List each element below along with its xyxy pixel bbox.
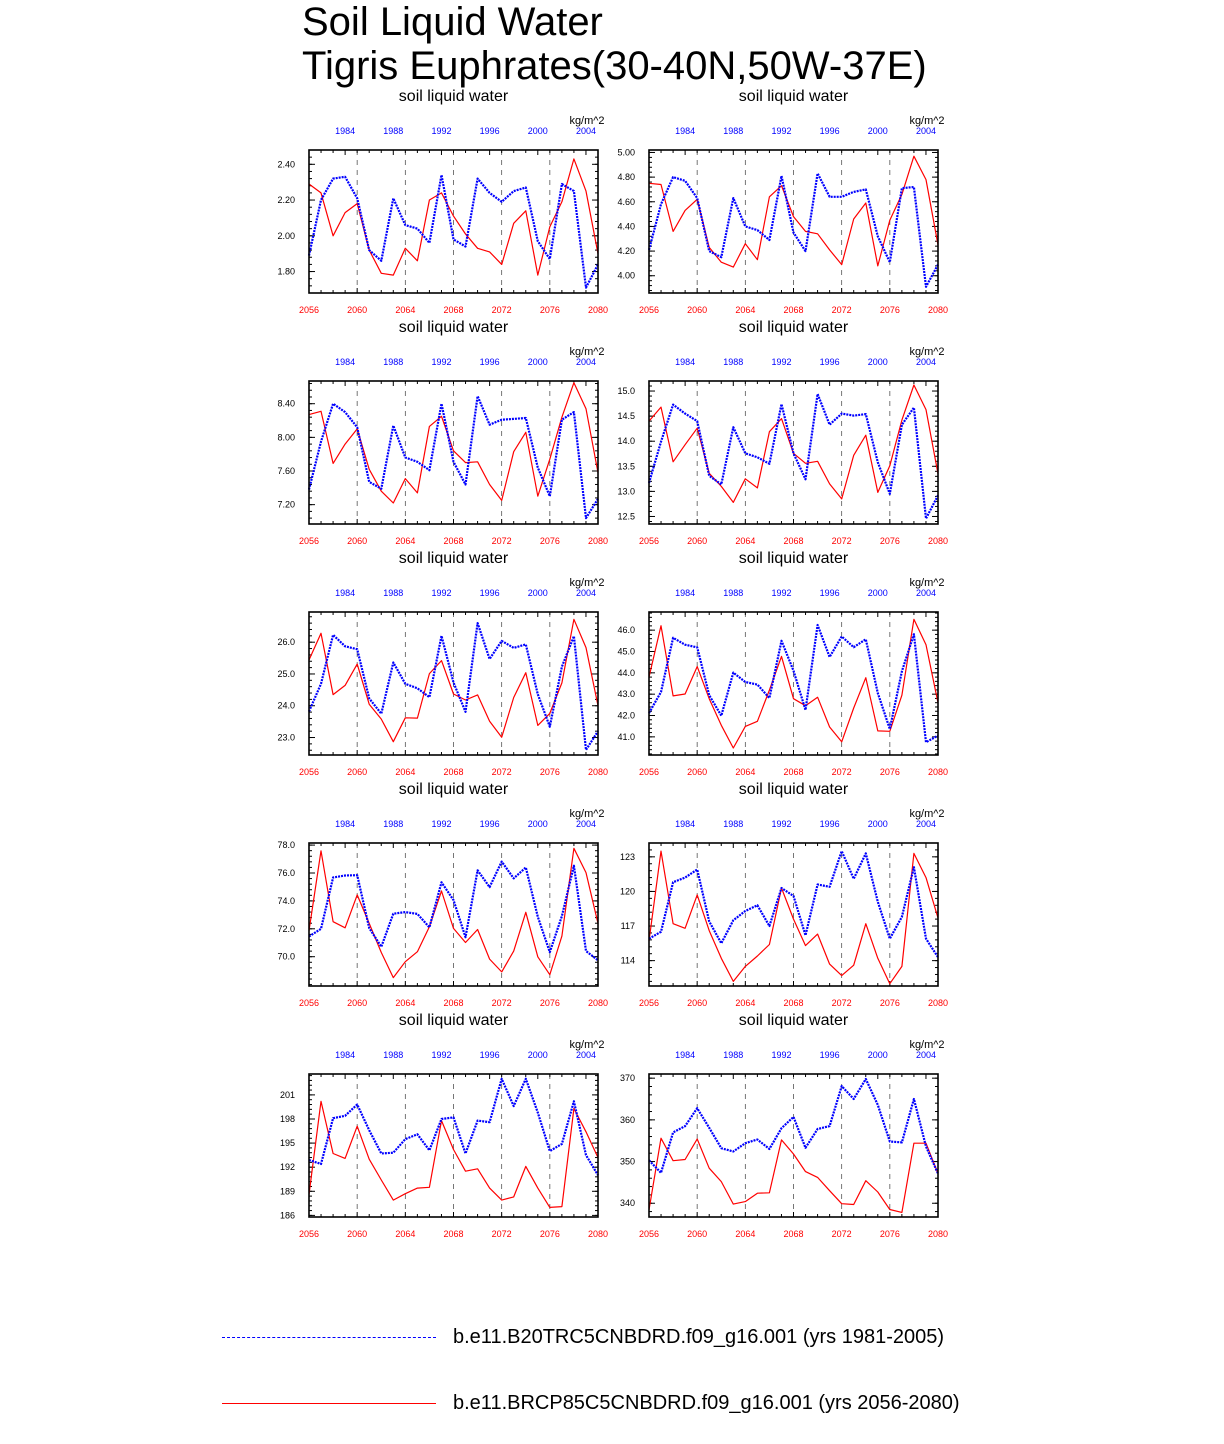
x-tick-label: 2064	[395, 998, 416, 1008]
x-tick-label: 2064	[735, 998, 756, 1008]
panel-title: soil liquid water	[738, 88, 849, 105]
x-tick-label: 2060	[687, 305, 708, 315]
x-tick-label: 2076	[879, 1229, 900, 1239]
x-tick-label: 2080	[587, 305, 609, 315]
x-tick-label: 2068	[783, 998, 804, 1008]
x-tick-label: 2068	[443, 767, 464, 777]
x-top-tick-label: 2004	[575, 357, 596, 367]
y-tick-label: 74.0	[277, 895, 295, 906]
y-tick-label: 117	[620, 921, 635, 932]
x-tick-label: 2064	[395, 1229, 416, 1239]
x-tick-label: 2068	[783, 305, 804, 315]
x-tick-label: 2060	[347, 767, 368, 777]
x-top-tick-label: 1992	[771, 126, 792, 136]
y-tick-label: 186	[279, 1210, 295, 1221]
x-top-tick-label: 1984	[335, 126, 356, 136]
panel-7	[277, 781, 608, 1008]
x-top-tick-label: 2004	[575, 588, 596, 598]
y-tick-label: 123	[619, 851, 635, 862]
x-top-tick-label: 2000	[527, 819, 548, 829]
y-tick-label: 46.0	[617, 625, 635, 636]
x-tick-label: 2064	[735, 305, 756, 315]
y-tick-label: 15.0	[617, 386, 635, 397]
x-top-tick-label: 1984	[335, 819, 356, 829]
x-top-tick-label: 1996	[479, 1050, 500, 1060]
y-tick-label: 44.0	[617, 667, 635, 678]
x-tick-label: 2076	[539, 536, 560, 546]
y-tick-label: 42.0	[617, 710, 635, 721]
panel-units: kg/m^2	[569, 346, 605, 358]
x-tick-label: 2076	[539, 305, 560, 315]
x-tick-label: 2076	[539, 998, 560, 1008]
x-tick-label: 2080	[927, 305, 949, 315]
y-tick-label: 13.0	[617, 486, 635, 497]
y-tick-label: 12.5	[617, 511, 635, 522]
y-tick-label: 14.0	[617, 436, 635, 447]
x-tick-label: 2060	[687, 1229, 708, 1239]
y-tick-label: 4.20	[617, 246, 635, 257]
x-top-tick-label: 2000	[527, 126, 548, 136]
x-top-tick-label: 1992	[771, 357, 792, 367]
panel-4	[617, 319, 948, 546]
y-tick-label: 120	[619, 886, 635, 897]
x-top-tick-label: 2004	[575, 1050, 596, 1060]
x-top-tick-label: 1992	[431, 357, 452, 367]
legend-line-historical	[222, 1337, 436, 1338]
y-tick-label: 114	[620, 955, 635, 966]
x-tick-label: 2064	[395, 305, 416, 315]
x-top-tick-label: 2004	[915, 357, 936, 367]
panel-3	[277, 319, 608, 546]
panel-2	[617, 88, 948, 315]
x-tick-label: 2072	[491, 998, 512, 1008]
x-top-tick-label: 1996	[479, 588, 500, 598]
x-top-tick-label: 1988	[383, 588, 404, 598]
x-tick-label: 2076	[879, 536, 900, 546]
x-top-tick-label: 2004	[915, 1050, 936, 1060]
x-top-tick-label: 1992	[771, 819, 792, 829]
legend-label-future: b.e11.BRCP85C5CNBDRD.f09_g16.001 (yrs 2056-2080)	[453, 1392, 960, 1414]
x-tick-label: 2068	[443, 998, 464, 1008]
x-tick-label: 2072	[831, 998, 852, 1008]
y-tick-label: 192	[279, 1162, 295, 1173]
x-top-tick-label: 1984	[675, 819, 696, 829]
x-top-tick-label: 1988	[723, 357, 744, 367]
y-tick-label: 195	[279, 1138, 295, 1149]
y-tick-label: 41.0	[617, 731, 635, 742]
panel-title: soil liquid water	[398, 550, 509, 567]
panel-8	[620, 781, 948, 1008]
legend-label-historical: b.e11.B20TRC5CNBDRD.f09_g16.001 (yrs 1981-2005)	[453, 1326, 945, 1348]
x-tick-label: 2064	[395, 767, 416, 777]
x-top-tick-label: 1988	[383, 126, 404, 136]
y-tick-label: 370	[619, 1073, 635, 1084]
x-top-tick-label: 2000	[867, 126, 888, 136]
y-tick-label: 70.0	[277, 951, 295, 962]
x-top-tick-label: 1984	[335, 588, 356, 598]
y-tick-label: 26.0	[277, 637, 295, 648]
x-tick-label: 2072	[831, 536, 852, 546]
x-top-tick-label: 1984	[335, 1050, 356, 1060]
x-top-tick-label: 1988	[723, 126, 744, 136]
x-top-tick-label: 1984	[335, 357, 356, 367]
y-tick-label: 25.0	[277, 668, 295, 679]
y-tick-label: 340	[619, 1198, 635, 1209]
x-tick-label: 2064	[395, 536, 416, 546]
x-tick-label: 2072	[491, 536, 512, 546]
y-tick-label: 1.80	[277, 266, 295, 277]
y-tick-label: 43.0	[617, 689, 635, 700]
x-tick-label: 2076	[879, 998, 900, 1008]
panel-units: kg/m^2	[569, 808, 605, 820]
x-tick-label: 2080	[927, 1229, 949, 1239]
y-tick-label: 4.80	[617, 172, 635, 183]
panel-10	[620, 1012, 948, 1239]
y-tick-label: 189	[279, 1186, 295, 1197]
x-top-tick-label: 1992	[431, 1050, 452, 1060]
panel-title: soil liquid water	[398, 781, 509, 798]
x-top-tick-label: 1996	[819, 588, 840, 598]
x-tick-label: 2072	[491, 305, 512, 315]
y-tick-label: 14.5	[617, 411, 635, 422]
x-top-tick-label: 1992	[771, 588, 792, 598]
x-tick-label: 2072	[831, 1229, 852, 1239]
x-top-tick-label: 1996	[819, 126, 840, 136]
x-tick-label: 2080	[587, 1229, 609, 1239]
x-tick-label: 2072	[491, 767, 512, 777]
y-tick-label: 2.00	[277, 230, 295, 241]
x-top-tick-label: 1984	[675, 357, 696, 367]
x-top-tick-label: 2000	[527, 357, 548, 367]
y-tick-label: 2.20	[277, 195, 295, 206]
x-tick-label: 2072	[491, 1229, 512, 1239]
panel-units: kg/m^2	[909, 346, 945, 358]
x-tick-label: 2080	[927, 998, 949, 1008]
x-tick-label: 2056	[638, 767, 660, 777]
panel-units: kg/m^2	[909, 577, 945, 589]
y-tick-label: 360	[619, 1114, 635, 1125]
x-tick-label: 2068	[783, 536, 804, 546]
y-tick-label: 2.40	[277, 159, 295, 170]
x-top-tick-label: 1988	[383, 819, 404, 829]
panel-title: soil liquid water	[738, 1012, 849, 1029]
panel-1	[277, 88, 608, 315]
y-tick-label: 7.60	[277, 466, 295, 477]
x-tick-label: 2080	[587, 767, 609, 777]
x-top-tick-label: 2000	[867, 357, 888, 367]
y-tick-label: 23.0	[277, 732, 295, 743]
panel-5	[277, 550, 608, 777]
y-tick-label: 198	[279, 1113, 295, 1124]
chart-title-line-2: Tigris Euphrates(30-40N,50W-37E)	[302, 44, 927, 88]
panel-units: kg/m^2	[569, 1039, 605, 1051]
panel-6	[617, 550, 948, 777]
x-top-tick-label: 1996	[479, 126, 500, 136]
x-tick-label: 2056	[638, 536, 660, 546]
x-top-tick-label: 2004	[575, 819, 596, 829]
y-tick-label: 201	[279, 1089, 295, 1100]
x-tick-label: 2068	[783, 767, 804, 777]
x-top-tick-label: 2004	[915, 126, 936, 136]
y-tick-label: 4.60	[617, 196, 635, 207]
x-top-tick-label: 2000	[527, 588, 548, 598]
x-tick-label: 2080	[927, 536, 949, 546]
panel-title: soil liquid water	[398, 1012, 509, 1029]
y-tick-label: 24.0	[277, 700, 295, 711]
y-tick-label: 4.00	[617, 270, 635, 281]
x-tick-label: 2060	[347, 998, 368, 1008]
x-tick-label: 2056	[638, 998, 660, 1008]
panel-units: kg/m^2	[569, 577, 605, 589]
x-tick-label: 2060	[687, 767, 708, 777]
panel-units: kg/m^2	[909, 808, 945, 820]
x-tick-label: 2060	[347, 536, 368, 546]
y-tick-label: 8.00	[277, 432, 295, 443]
x-top-tick-label: 1988	[383, 1050, 404, 1060]
x-tick-label: 2072	[831, 305, 852, 315]
panel-title: soil liquid water	[738, 319, 849, 336]
x-top-tick-label: 2004	[915, 819, 936, 829]
y-tick-label: 72.0	[277, 923, 295, 934]
x-tick-label: 2056	[298, 767, 320, 777]
x-top-tick-label: 1988	[723, 1050, 744, 1060]
y-tick-label: 76.0	[277, 867, 295, 878]
panel-title: soil liquid water	[738, 550, 849, 567]
panel-title: soil liquid water	[738, 781, 849, 798]
x-top-tick-label: 1992	[771, 1050, 792, 1060]
x-top-tick-label: 2000	[527, 1050, 548, 1060]
x-tick-label: 2064	[735, 536, 756, 546]
x-tick-label: 2056	[638, 305, 660, 315]
y-tick-label: 78.0	[277, 840, 295, 851]
x-tick-label: 2068	[443, 1229, 464, 1239]
x-tick-label: 2076	[879, 767, 900, 777]
x-top-tick-label: 1992	[431, 588, 452, 598]
y-tick-label: 350	[619, 1156, 635, 1167]
y-tick-label: 5.00	[617, 147, 635, 158]
legend-line-future	[222, 1403, 436, 1404]
x-tick-label: 2076	[539, 767, 560, 777]
x-top-tick-label: 2000	[867, 819, 888, 829]
x-tick-label: 2076	[879, 305, 900, 315]
panel-9	[280, 1012, 608, 1239]
x-tick-label: 2080	[587, 998, 609, 1008]
x-tick-label: 2060	[347, 305, 368, 315]
panel-units: kg/m^2	[909, 115, 945, 127]
x-tick-label: 2064	[735, 1229, 756, 1239]
x-tick-label: 2076	[539, 1229, 560, 1239]
x-tick-label: 2060	[687, 536, 708, 546]
x-top-tick-label: 1992	[431, 819, 452, 829]
x-tick-label: 2068	[783, 1229, 804, 1239]
x-top-tick-label: 2004	[575, 126, 596, 136]
y-tick-label: 13.5	[617, 461, 635, 472]
chart-title-line-1: Soil Liquid Water	[302, 0, 603, 44]
x-top-tick-label: 1996	[819, 819, 840, 829]
x-top-tick-label: 1996	[479, 357, 500, 367]
x-tick-label: 2068	[443, 305, 464, 315]
x-tick-label: 2060	[347, 1229, 368, 1239]
x-top-tick-label: 1996	[819, 1050, 840, 1060]
x-top-tick-label: 1992	[431, 126, 452, 136]
panel-title: soil liquid water	[398, 88, 509, 105]
x-top-tick-label: 1988	[723, 588, 744, 598]
x-top-tick-label: 1984	[675, 126, 696, 136]
y-tick-label: 4.40	[617, 221, 635, 232]
panel-title: soil liquid water	[398, 319, 509, 336]
x-top-tick-label: 1988	[723, 819, 744, 829]
x-tick-label: 2068	[443, 536, 464, 546]
x-tick-label: 2064	[735, 767, 756, 777]
x-top-tick-label: 2000	[867, 588, 888, 598]
y-tick-label: 45.0	[617, 646, 635, 657]
x-tick-label: 2056	[298, 998, 320, 1008]
x-tick-label: 2080	[587, 536, 609, 546]
x-tick-label: 2056	[298, 536, 320, 546]
x-tick-label: 2056	[298, 1229, 320, 1239]
panel-units: kg/m^2	[569, 115, 605, 127]
x-top-tick-label: 2000	[867, 1050, 888, 1060]
panel-units: kg/m^2	[909, 1039, 945, 1051]
x-tick-label: 2072	[831, 767, 852, 777]
x-tick-label: 2056	[298, 305, 320, 315]
x-top-tick-label: 2004	[915, 588, 936, 598]
x-top-tick-label: 1996	[819, 357, 840, 367]
x-tick-label: 2056	[638, 1229, 660, 1239]
x-top-tick-label: 1996	[479, 819, 500, 829]
x-top-tick-label: 1984	[675, 1050, 696, 1060]
y-tick-label: 7.20	[277, 499, 295, 510]
x-top-tick-label: 1988	[383, 357, 404, 367]
x-tick-label: 2060	[687, 998, 708, 1008]
x-tick-label: 2080	[927, 767, 949, 777]
series-line-future	[309, 159, 598, 275]
x-top-tick-label: 1984	[675, 588, 696, 598]
y-tick-label: 8.40	[277, 398, 295, 409]
